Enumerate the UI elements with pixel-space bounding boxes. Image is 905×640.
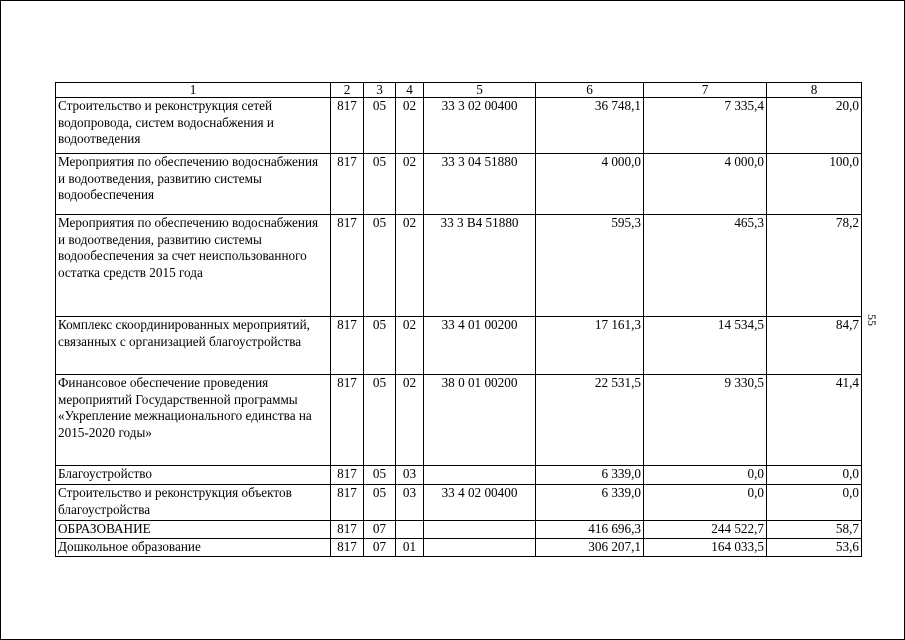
- row-executed-amount: 465,3: [644, 215, 767, 317]
- row-planned-amount: 6 339,0: [536, 485, 644, 521]
- row-planned-amount: 416 696,3: [536, 521, 644, 539]
- row-executed-amount: 7 335,4: [644, 98, 767, 154]
- header-cell-1: 1: [56, 83, 331, 98]
- row-target-article: [424, 521, 536, 539]
- row-section-code: 05: [364, 154, 396, 215]
- table-row: [56, 485, 862, 521]
- row-executed-amount: 0,0: [644, 466, 767, 485]
- table-row: [56, 98, 862, 154]
- row-name: Строительство и реконструкция объектов благоустройства: [56, 485, 331, 521]
- row-name: Мероприятия по обеспечению водоснабжения и водоотведения, развитию системы водообеспечения за счет неиспользованного остатка средств 2015 года: [56, 215, 331, 317]
- row-name: Строительство и реконструкция сетей водопровода, систем водоснабжения и водоотведения: [56, 98, 331, 154]
- header-cell-3: 3: [364, 83, 396, 98]
- row-name: Финансовое обеспечение проведения мероприятий Государственной программы «Укрепление межнационального единства на 2015-2020 годы»: [56, 375, 331, 466]
- row-ministry-code: 817: [331, 98, 364, 154]
- table-row: [56, 466, 862, 485]
- row-executed-amount: 0,0: [644, 485, 767, 521]
- row-name: Мероприятия по обеспечению водоснабжения и водоотведения, развитию системы водообеспечения: [56, 154, 331, 215]
- header-cell-8: 8: [767, 83, 862, 98]
- row-execution-percent: 0,0: [767, 466, 862, 485]
- row-execution-percent: 58,7: [767, 521, 862, 539]
- row-name: Благоустройство: [56, 466, 331, 485]
- row-subsection-code: 02: [396, 317, 424, 375]
- row-target-article: 33 3 В4 51880: [424, 215, 536, 317]
- row-target-article: 33 4 01 00200: [424, 317, 536, 375]
- row-executed-amount: 14 534,5: [644, 317, 767, 375]
- row-subsection-code: 02: [396, 154, 424, 215]
- row-execution-percent: 100,0: [767, 154, 862, 215]
- table-row: [56, 521, 862, 539]
- row-subsection-code: 02: [396, 215, 424, 317]
- header-cell-2: 2: [331, 83, 364, 98]
- row-subsection-code: 02: [396, 375, 424, 466]
- row-name: Дошкольное образование: [56, 539, 331, 557]
- row-executed-amount: 164 033,5: [644, 539, 767, 557]
- row-ministry-code: 817: [331, 466, 364, 485]
- row-execution-percent: 41,4: [767, 375, 862, 466]
- row-ministry-code: 817: [331, 375, 364, 466]
- row-section-code: 07: [364, 521, 396, 539]
- row-name: Комплекс скоординированных мероприятий, связанных с организацией благоустройства: [56, 317, 331, 375]
- row-ministry-code: 817: [331, 154, 364, 215]
- row-target-article: [424, 539, 536, 557]
- header-row: [56, 83, 862, 98]
- row-execution-percent: 53,6: [767, 539, 862, 557]
- row-planned-amount: 306 207,1: [536, 539, 644, 557]
- row-ministry-code: 817: [331, 485, 364, 521]
- header-cell-7: 7: [644, 83, 767, 98]
- row-section-code: 05: [364, 485, 396, 521]
- budget-table: [55, 82, 862, 557]
- row-planned-amount: 4 000,0: [536, 154, 644, 215]
- row-subsection-code: 03: [396, 485, 424, 521]
- row-target-article: 38 0 01 00200: [424, 375, 536, 466]
- header-cell-4: 4: [396, 83, 424, 98]
- table-row: [56, 375, 862, 466]
- row-ministry-code: 817: [331, 215, 364, 317]
- row-target-article: 33 3 02 00400: [424, 98, 536, 154]
- row-target-article: [424, 466, 536, 485]
- row-executed-amount: 244 522,7: [644, 521, 767, 539]
- row-name: ОБРАЗОВАНИЕ: [56, 521, 331, 539]
- row-planned-amount: 595,3: [536, 215, 644, 317]
- row-section-code: 05: [364, 317, 396, 375]
- row-ministry-code: 817: [331, 317, 364, 375]
- row-section-code: 05: [364, 466, 396, 485]
- table-row: [56, 539, 862, 557]
- row-execution-percent: 0,0: [767, 485, 862, 521]
- table-row: [56, 154, 862, 215]
- row-execution-percent: 78,2: [767, 215, 862, 317]
- row-planned-amount: 17 161,3: [536, 317, 644, 375]
- table-row: [56, 317, 862, 375]
- row-section-code: 05: [364, 375, 396, 466]
- row-subsection-code: 03: [396, 466, 424, 485]
- row-section-code: 05: [364, 98, 396, 154]
- page-number: 55: [865, 314, 879, 326]
- header-cell-6: 6: [536, 83, 644, 98]
- row-planned-amount: 22 531,5: [536, 375, 644, 466]
- row-ministry-code: 817: [331, 521, 364, 539]
- row-target-article: 33 4 02 00400: [424, 485, 536, 521]
- header-cell-5: 5: [424, 83, 536, 98]
- row-subsection-code: 01: [396, 539, 424, 557]
- row-section-code: 05: [364, 215, 396, 317]
- row-section-code: 07: [364, 539, 396, 557]
- row-ministry-code: 817: [331, 539, 364, 557]
- row-planned-amount: 6 339,0: [536, 466, 644, 485]
- row-subsection-code: 02: [396, 98, 424, 154]
- table-row: [56, 215, 862, 317]
- row-execution-percent: 20,0: [767, 98, 862, 154]
- row-target-article: 33 3 04 51880: [424, 154, 536, 215]
- row-execution-percent: 84,7: [767, 317, 862, 375]
- row-executed-amount: 4 000,0: [644, 154, 767, 215]
- row-subsection-code: [396, 521, 424, 539]
- row-executed-amount: 9 330,5: [644, 375, 767, 466]
- row-planned-amount: 36 748,1: [536, 98, 644, 154]
